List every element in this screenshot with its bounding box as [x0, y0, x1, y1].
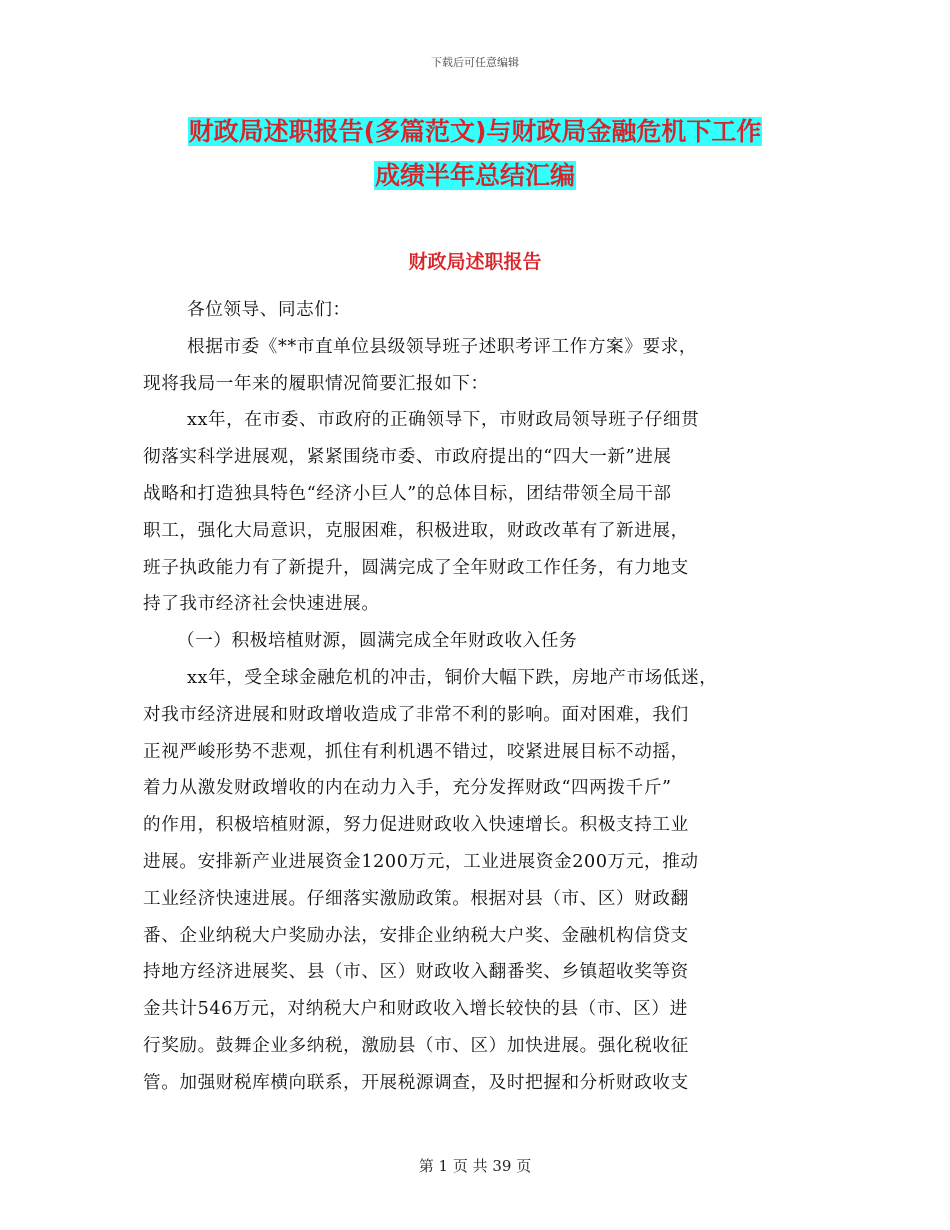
document-title-line-1: 财政局述职报告(多篇范文)与财政局金融危机下工作	[188, 117, 762, 146]
section-title: 财政局述职报告	[408, 251, 542, 273]
body-line: 战略和打造独具特色“经济小巨人”的总体目标，团结带领全局干部	[143, 483, 672, 504]
body-line: 班子执政能力有了新提升，圆满完成了全年财政工作任务，有力地支	[143, 557, 689, 578]
body-line: 工业经济快速进展。仔细落实激励政策。根据对县（市、区）财政翻	[143, 888, 689, 909]
body-line: 持地方经济进展奖、县（市、区）财政收入翻番奖、乡镇超收奖等资	[143, 962, 689, 983]
body-line: 彻落实科学进展观，紧紧围绕市委、市政府提出的“四大一新”进展	[143, 447, 672, 468]
page-header-note: 下载后可任意编辑	[431, 56, 519, 69]
body-line: 对我市经济进展和财政增收造成了非常不利的影响。面对困难，我们	[143, 704, 689, 725]
document-title-line-2: 成绩半年总结汇编	[374, 161, 575, 190]
body-line: xx年，受全球金融危机的冲击，铜价大幅下跌，房地产市场低迷，	[187, 667, 718, 688]
body-text	[143, 292, 813, 1102]
body-line: 管。加强财税库横向联系，开展税源调查，及时把握和分析财政收支	[143, 1072, 689, 1093]
body-line: 金共计546万元，对纳税大户和财政收入增长较快的县（市、区）进	[143, 999, 688, 1020]
document-title	[0, 110, 950, 198]
body-line: xx年，在市委、市政府的正确领导下，市财政局领导班子仔细贯	[187, 410, 700, 431]
body-line: 正视严峻形势不悲观，抓住有利机遇不错过，咬紧进展目标不动摇，	[143, 741, 689, 762]
page-footer: 第 1 页 共 39 页	[418, 1157, 532, 1175]
body-line: 现将我局一年来的履职情况简要汇报如下：	[143, 373, 489, 394]
body-line: 职工，强化大局意识，克服困难，积极进取，财政改革有了新进展，	[143, 520, 689, 541]
body-line: 行奖励。鼓舞企业多纳税，激励县（市、区）加快进展。强化税收征	[143, 1035, 689, 1056]
body-line: 根据市委《**市直单位县级领导班子述职考评工作方案》要求，	[187, 336, 698, 357]
body-line: 持了我市经济社会快速进展。	[143, 594, 380, 615]
body-line: 番、企业纳税大户奖励办法，安排企业纳税大户奖、金融机构信贷支	[143, 925, 689, 946]
body-line: 进展。安排新产业进展资金1200万元，工业进展资金200万元，推动	[143, 851, 699, 872]
body-subheading: （一）积极培植财源，圆满完成全年财政收入任务	[177, 631, 578, 652]
body-line: 的作用，积极培植财源，努力促进财政收入快速增长。积极支持工业	[143, 815, 689, 836]
body-line: 着力从激发财政增收的内在动力入手，充分发挥财政“四两拨千斤”	[143, 778, 672, 799]
body-line: 各位领导、同志们：	[187, 300, 351, 320]
